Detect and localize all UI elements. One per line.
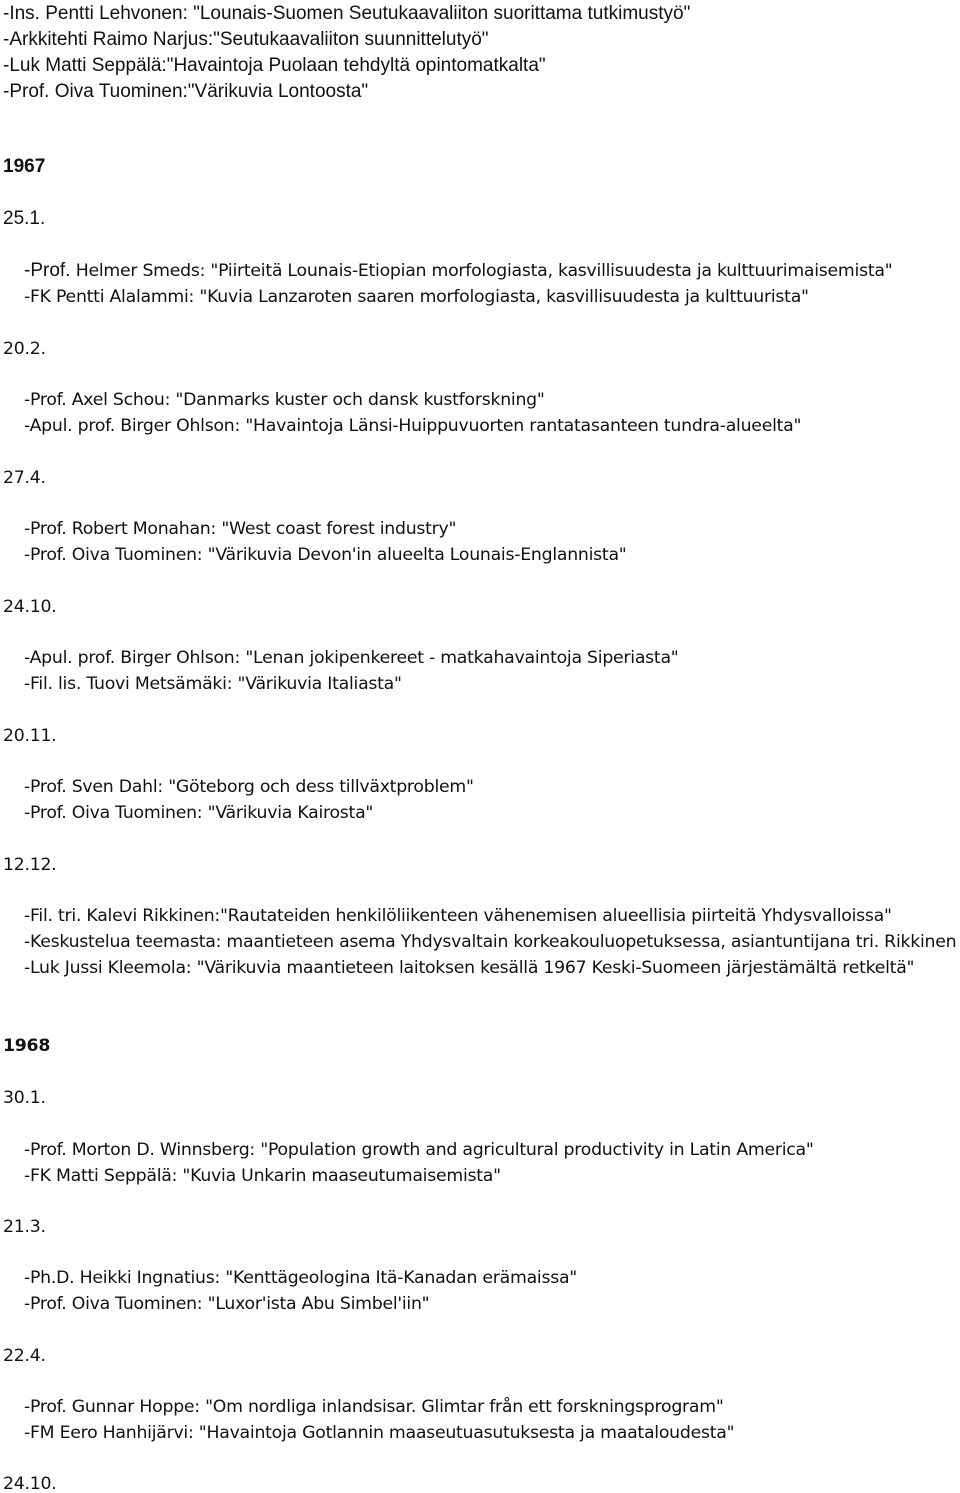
session-date: 22.4. (3, 1346, 46, 1366)
lecture-entry: -FK Pentti Alalammi: "Kuvia Lanzaroten saaren morfologiasta, kasvillisuudesta ja kulttuurista" (24, 287, 809, 307)
lecture-title-prefix: -Prof. (24, 260, 71, 281)
lecture-entry: -Fil. lis. Tuovi Metsämäki: "Värikuvia Italiasta" (24, 674, 402, 694)
intro-line-4: -Prof. Oiva Tuominen:"Värikuvia Lontoosta" (3, 81, 369, 102)
lecture-entry: -Prof. Axel Schou: "Danmarks kuster och dansk kustforskning" (24, 390, 545, 410)
lecture-entry: -Ph.D. Heikki Ingnatius: "Kenttägeologina Itä-Kanadan erämaissa" (24, 1268, 578, 1288)
session-date: 27.4. (3, 468, 46, 488)
lecture-entry: -Prof. Morton D. Winnsberg: "Population growth and agricultural productivity in Latin America" (24, 1140, 814, 1160)
lecture-title-rest: Helmer Smeds: "Piirteitä Lounais-Etiopian morfologiasta, kasvillisuudesta ja kulttuurimaisemista" (70, 261, 893, 281)
lecture-entry: -FM Eero Hanhijärvi: "Havaintoja Gotlannin maaseutuasutuksesta ja maataloudesta" (24, 1423, 735, 1443)
lecture-entry: -Prof. Oiva Tuominen: "Värikuvia Devon'in alueelta Lounais-Englannista" (24, 545, 627, 565)
lecture-entry: -Prof. Robert Monahan: "West coast forest industry" (24, 519, 457, 539)
lecture-entry: -Prof. Sven Dahl: "Göteborg och dess tillväxtproblem" (24, 777, 474, 797)
session-date: 21.3. (3, 1217, 46, 1237)
lecture-entry: -FK Matti Seppälä: "Kuvia Unkarin maaseutumaisemista" (24, 1166, 501, 1186)
session-date: 24.10. (3, 597, 57, 617)
session-date: 30.1. (3, 1088, 46, 1108)
lecture-entry: -Fil. tri. Kalevi Rikkinen:"Rautateiden henkilöliikenteen vähenemisen alueellisia piirteitä Yhdysvalloissa" (24, 906, 892, 926)
session-date: 25.1. (3, 208, 46, 229)
lecture-entry: -Prof. Oiva Tuominen: "Värikuvia Kairosta" (24, 803, 374, 823)
session-date: 12.12. (3, 855, 57, 875)
session-date: 20.11. (3, 726, 57, 746)
year-heading-1967: 1967 (3, 156, 46, 177)
intro-line-3: -Luk Matti Seppälä:"Havaintoja Puolaan tehdyltä opintomatkalta" (3, 55, 546, 76)
lecture-entry: -Prof. Gunnar Hoppe: "Om nordliga inlandsisar. Glimtar från ett forskningsprogram" (24, 1397, 724, 1417)
discussion-entry: -Keskustelua teemasta: maantieteen asema Yhdysvaltain korkeakouluopetuksessa, asiantuntijana tri. Rikkinen (24, 932, 957, 952)
session-date: 24.10. (3, 1474, 57, 1493)
lecture-entry: -Luk Jussi Kleemola: "Värikuvia maantieteen laitoksen kesällä 1967 Keski-Suomeen järjestämältä retkeltä" (24, 958, 915, 978)
session-date: 20.2. (3, 339, 46, 359)
lecture-entry: -Apul. prof. Birger Ohlson: "Havaintoja Länsi-Huippuvuorten rantatasanteen tundra-alueelta" (24, 416, 802, 436)
lecture-entry: -Prof. Oiva Tuominen: "Luxor'ista Abu Simbel'iin" (24, 1294, 430, 1314)
lecture-entry: -Apul. prof. Birger Ohlson: "Lenan jokipenkereet - matkahavaintoja Siperiasta" (24, 648, 679, 668)
year-heading-1968: 1968 (3, 1036, 51, 1056)
intro-line-1: -Ins. Pentti Lehvonen: "Lounais-Suomen Seutukaavaliiton suorittama tutkimustyö" (3, 3, 691, 24)
intro-line-2: -Arkkitehti Raimo Narjus:"Seutukaavaliiton suunnittelutyö" (3, 29, 489, 50)
lecture-entry (24, 259, 892, 283)
